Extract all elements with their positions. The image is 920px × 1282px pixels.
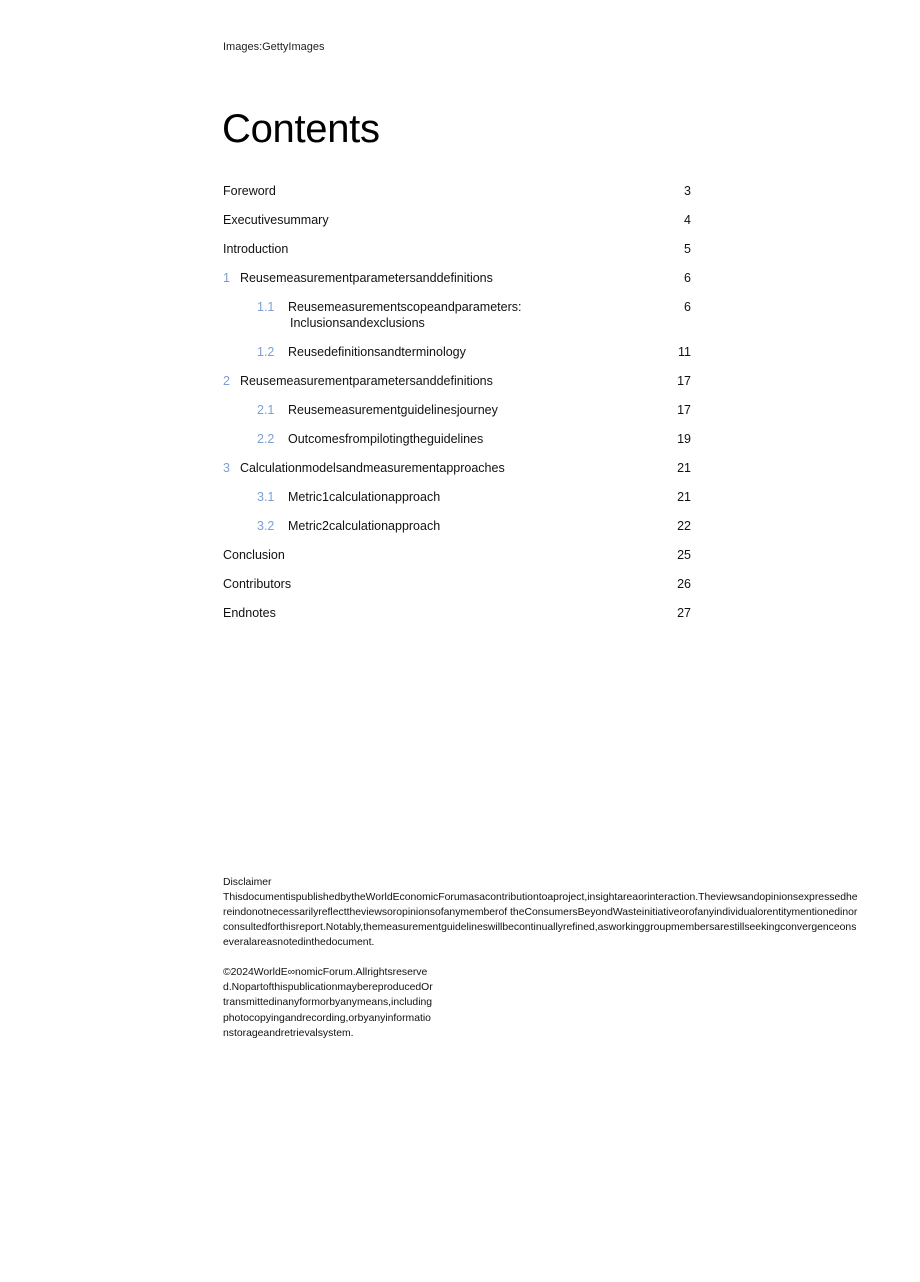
toc-entry-label: [223, 605, 651, 621]
toc-entry-number: 1.1: [257, 300, 275, 314]
disclaimer-title: Disclaimer: [223, 877, 272, 888]
toc-entry[interactable]: [223, 299, 691, 331]
toc-entry[interactable]: [223, 212, 691, 228]
toc-entry-page: 17: [677, 374, 691, 388]
toc-entry-label-line1: Reusemeasurementguidelinesjourney: [288, 403, 498, 417]
toc-entry-page: 5: [684, 242, 691, 256]
toc-entry[interactable]: [223, 460, 691, 476]
toc-entry[interactable]: [223, 518, 691, 534]
toc-entry-number: 2.2: [257, 432, 275, 446]
toc-entry-number: 3: [223, 461, 230, 475]
toc-entry-label: [288, 344, 651, 360]
toc-entry-label: [223, 241, 651, 257]
toc-entry-label: [288, 518, 651, 534]
table-of-contents: [223, 183, 691, 634]
toc-entry[interactable]: [223, 183, 691, 199]
toc-entry-label: [288, 299, 651, 331]
toc-entry-label-line1: Reusemeasurementscopeandparameters:: [288, 300, 522, 314]
toc-entry-page: 26: [677, 577, 691, 591]
toc-entry-label-line1: Contributors: [223, 577, 292, 591]
toc-entry-label-line1: Conclusion: [223, 548, 285, 562]
toc-entry-label: [240, 460, 651, 476]
toc-entry-label-line1: Calculationmodelsandmeasurementapproaches: [239, 461, 505, 475]
toc-entry[interactable]: [223, 344, 691, 360]
disclaimer-body: ThisdocumentispublishedbytheWorldEconomicForumasacontributiontoaproject,insightareaorinteraction.Theviewsandopinionsexpressedhereindonotnecessarilyreflecttheviewsoropinionsofanymemberof theConsumersBeyondWasteinitiativeorofanyindividualorentitymentionedinorconsultedforthisreport.Notably,themeasurementguidelineswillbecontinuallyrefined,asworkinggroupmembersarestillseekingconvergenceonseveralareasnotedinthedocument.: [223, 892, 858, 948]
toc-entry-number: 1: [223, 271, 230, 285]
toc-entry-label-line1: Reusemeasurementparametersanddefinitions: [239, 374, 493, 388]
disclaimer: [223, 875, 859, 950]
toc-entry-number: 2.1: [257, 403, 275, 417]
toc-entry-label: [240, 270, 651, 286]
toc-entry-page: 3: [684, 184, 691, 198]
toc-entry[interactable]: [223, 241, 691, 257]
toc-entry-label: [223, 212, 651, 228]
toc-entry-label: [223, 183, 651, 199]
toc-entry[interactable]: [223, 547, 691, 563]
toc-entry-number: 2: [223, 374, 230, 388]
toc-entry-label: [223, 576, 651, 592]
toc-entry-label-line1: Reusemeasurementparametersanddefinitions: [239, 271, 493, 285]
toc-entry[interactable]: [223, 431, 691, 447]
toc-entry-label: [288, 489, 651, 505]
toc-entry-page: 19: [677, 432, 691, 446]
toc-entry-number: 3.2: [257, 519, 275, 533]
toc-entry-label-line1: Executivesummary: [223, 213, 329, 227]
toc-entry-label-line1: Outcomesfrompilotingtheguidelines: [288, 432, 484, 446]
toc-entry-page: 21: [677, 490, 691, 504]
toc-entry-label: [240, 373, 651, 389]
toc-entry-label-line1: Foreword: [223, 184, 276, 198]
toc-entry-label: [223, 547, 651, 563]
toc-entry[interactable]: [223, 489, 691, 505]
toc-entry-page: 4: [684, 213, 691, 227]
toc-entry-page: 21: [677, 461, 691, 475]
toc-entry-page: 27: [677, 606, 691, 620]
image-credit: Images:GettyImages: [223, 41, 325, 53]
toc-entry-label: [288, 402, 651, 418]
toc-entry-page: 17: [677, 403, 691, 417]
toc-entry[interactable]: [223, 373, 691, 389]
toc-entry-label-line1: Introduction: [223, 242, 289, 256]
toc-entry-page: 6: [684, 300, 691, 314]
toc-entry-label: [288, 431, 651, 447]
toc-entry-label-line2: Inclusionsandexclusions: [290, 316, 425, 330]
toc-entry-number: 1.2: [257, 345, 275, 359]
toc-entry-label-line1: Metric1calculationapproach: [288, 490, 441, 504]
page-title: Contents: [222, 107, 380, 151]
toc-entry-page: 11: [678, 345, 691, 359]
toc-entry-label-line1: Reusedefinitionsandterminology: [288, 345, 466, 359]
toc-entry-label-line1: Endnotes: [223, 606, 276, 620]
toc-entry[interactable]: [223, 605, 691, 621]
toc-entry-page: 6: [684, 271, 691, 285]
copyright-notice: ©2024WorldE∞nomicForum.Allrightsreserved.NopartofthispublicationmaybereproducedOrtransmittedinanyformorbyanymeans,includingphotocopyingandrecording,orbyanyinformationstorageandretrievalsystem.: [223, 967, 433, 1039]
toc-entry-label-line1: Metric2calculationapproach: [288, 519, 441, 533]
toc-entry-page: 22: [677, 519, 691, 533]
toc-entry[interactable]: [223, 402, 691, 418]
toc-entry[interactable]: [223, 576, 691, 592]
toc-entry[interactable]: [223, 270, 691, 286]
toc-entry-page: 25: [677, 548, 691, 562]
toc-entry-number: 3.1: [257, 490, 275, 504]
